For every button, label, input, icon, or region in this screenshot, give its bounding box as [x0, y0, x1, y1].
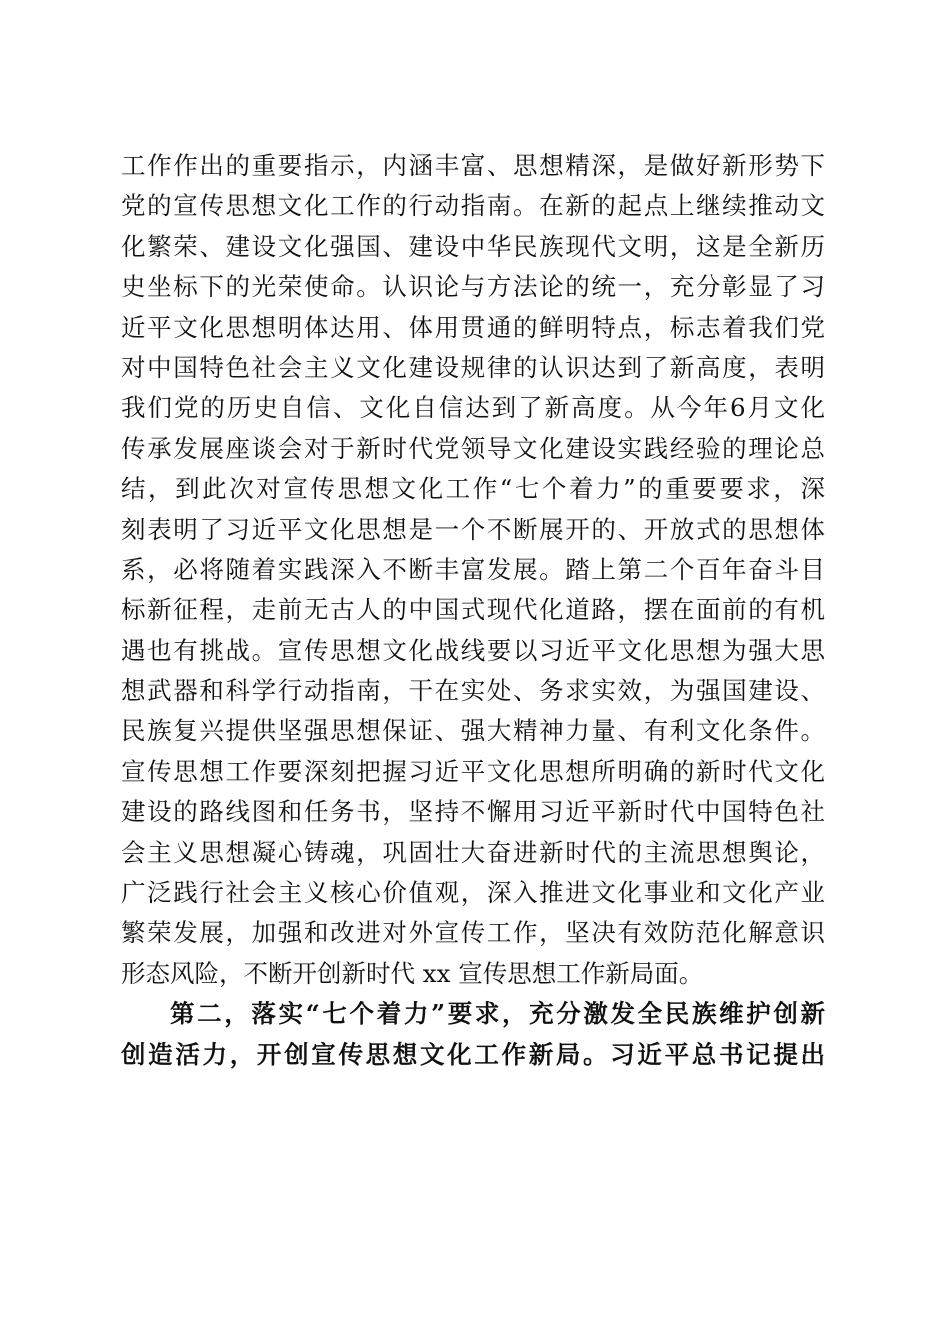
paragraph-line: 传承发展座谈会对于新时代党领导文化建设实践经验的理论总	[121, 433, 825, 463]
paragraph-heading-line: 创造活力，开创宣传思想文化工作新局。习近平总书记提出	[121, 1039, 825, 1069]
paragraph-line: 近平文化思想明体达用、体用贯通的鲜明特点，标志着我们党	[121, 312, 825, 342]
paragraph-line: 标新征程，走前无古人的中国式现代化道路，摆在面前的有机	[121, 595, 825, 625]
paragraph-line: 宣传思想工作要深刻把握习近平文化思想所明确的新时代文化	[121, 756, 825, 786]
paragraph-line: 想武器和科学行动指南，干在实处、务求实效，为强国建设、	[121, 676, 825, 706]
paragraph-line: 结，到此次对宣传思想文化工作“七个着力”的重要要求，深	[121, 474, 825, 504]
paragraph-line: 工作作出的重要指示，内涵丰富、思想精深，是做好新形势下	[121, 151, 825, 180]
paragraph-2	[121, 994, 825, 1075]
paragraph-line: 系，必将随着实践深入不断丰富发展。踏上第二个百年奋斗目	[121, 554, 825, 584]
paragraph-line: 党的宣传思想文化工作的行动指南。在新的起点上继续推动文	[121, 191, 825, 221]
paragraph-line: 对中国特色社会主义文化建设规律的认识达到了新高度，表明	[121, 352, 825, 382]
paragraph-line: 繁荣发展，加强和改进对外宣传工作，坚决有效防范化解意识	[121, 918, 825, 948]
document-body	[121, 146, 825, 1075]
paragraph-line: 史坐标下的光荣使命。认识论与方法论的统一，充分彰显了习	[121, 272, 825, 302]
paragraph-line: 建设的路线图和任务书，坚持不懈用习近平新时代中国特色社	[121, 797, 825, 827]
paragraph-line: 我们党的历史自信、文化自信达到了新高度。从今年6月文化	[121, 393, 825, 423]
paragraph-line: 民族复兴提供坚强思想保证、强大精神力量、有利文化条件。	[121, 716, 825, 746]
paragraph-line: 遇也有挑战。宣传思想文化战线要以习近平文化思想为强大思	[121, 635, 825, 665]
paragraph-line: 刻表明了习近平文化思想是一个不断展开的、开放式的思想体	[121, 514, 825, 544]
paragraph-line: 会主义思想凝心铸魂，巩固壮大奋进新时代的主流思想舆论，	[121, 837, 825, 867]
paragraph-line: 形态风险，不断开创新时代 xx 宣传思想工作新局面。	[121, 958, 704, 988]
paragraph-1	[121, 146, 825, 994]
paragraph-line: 化繁荣、建设文化强国、建设中华民族现代文明，这是全新历	[121, 231, 825, 261]
paragraph-heading-line: 第二，落实“七个着力”要求，充分激发全民族维护创新	[170, 999, 825, 1029]
paragraph-line: 广泛践行社会主义核心价值观，深入推进文化事业和文化产业	[121, 878, 825, 908]
